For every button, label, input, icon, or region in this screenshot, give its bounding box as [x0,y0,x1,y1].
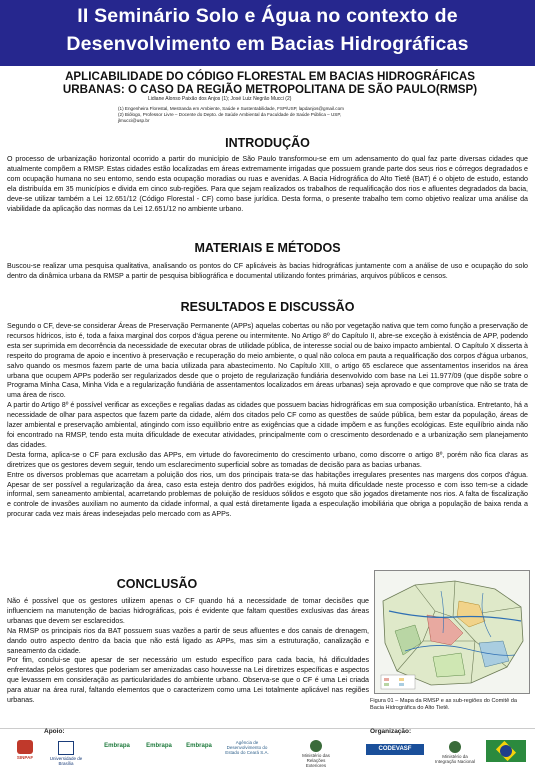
mi-logo [432,741,478,764]
embrapa-logo-2 [140,744,178,749]
paper-title-line-1: APLICABILIDADE DO CÓDIGO FLORESTAL EM BACIAS HIDROGRÁFICAS [65,70,475,83]
conclusion-text [7,597,369,706]
embrapa-logo-1 [98,744,136,749]
affiliation-1: (1) Engenheira Florestal, Mestranda em Ambiente, Saúde e Sustentabilidade, FSP/USP, lapdanjos@gmail.com [118,106,344,111]
paper-title-line-2: URBANAS: O CASO DA REGIÃO METROPOLITANA DE SÃO PAULO(RMSP) [62,83,478,96]
codevasf-logo-text: CODEVASF [378,746,412,752]
embrapa-logo-3-text: Embrapa [186,743,212,749]
mre-logo-text: Ministério das Relações Exteriores [302,753,330,768]
authors: Lidiane Alonso Paixão dos Anjos (1); José Luiz Negrão Mucci (2) [148,96,292,102]
unb-logo [46,741,86,766]
intro-heading: INTRODUÇÃO [225,136,310,150]
methods-text [7,262,528,282]
sinpaf-logo [8,740,42,760]
codevasf-logo [366,744,424,755]
conclusion-paragraph-1: Não é possível que os gestores utilizem apenas o CF quando há a necessidade de tomar decisões que influenciem na manutenção de bacias hidrográficas, pois é evidente que faltam questões exclusivas das áreas urbanas que devem ser esclarecidos. [7,597,369,625]
affiliation-2: (2) Biólogo, Professor Livre – Docente do Depto. de Saúde Ambiental da Faculdade de Saúde Pública – USP, [118,112,342,117]
embrapa-logo-2-text: Embrapa [146,743,172,749]
map-graphic [375,571,529,693]
conference-banner [0,0,535,66]
agencia-logo [222,740,272,755]
results-paragraph-3: Desta forma, aplica-se o CF para exclusão das APPs, em virtude do favorecimento do crescimento urbano, como discorre o artigo 8º, porém não fica claras as diretrizes que os gestores devem seguir, tendo um esclarecimento superficial sobre as tomadas de decisão para as bacias urbanas. [7,450,528,469]
banner-line-1: II Seminário Solo e Água no contexto de [77,5,458,27]
intro-text [7,155,528,214]
conclusion-paragraph-3: Por fim, conclui-se que apesar de ser necessário um estudo específico para cada bacia, há dificuldades enfrentadas pelos gestores que poderiam ser amenizadas caso houvesse na Lei diretrizes específicas e aspectos que levassem em consideração as particularidades do ambiente urbano. Observa-se que o CF é uma Lei criada para atuar na área rural, faltando elementos que o caracterizem como uma Lei totalmente aplicável nas regiões urbanas. [7,656,369,705]
rmsp-map-figure [374,570,530,694]
mi-logo-text: Ministério da Integração Nacional [434,754,476,764]
results-heading: RESULTADOS E DISCUSSÃO [180,300,355,314]
sinpaf-logo-text: SINPAF [16,755,34,760]
footer-divider [0,728,535,729]
intro-paragraph: O processo de urbanização horizontal ocorrido a partir do município de São Paulo transformou-se em um adensamento do qual faz parte diversas cidades que atualmente compõem a RMSP. Estas cidades estão localizadas em áreas extremamente irrigadas que possuem grande parte dos seus rios e córregos degradados e com ocupação humana no seu entorno, sendo esta ocupação moradias ou ruas e avenidas. A Bacia Hidrográfica do Alto Tietê (BAT) é o objeto de estudo, estando ela distribuída em 35 municípios e divida em cinco sub-regiões. Para que sejam realizados os trabalhos de requalificação dos rios e afluentes degradados da bacia, deve-se utilizar também a Lei 12.651/12 (Código Florestal - CF) como base jurídica. Desta forma, o presente trabalho tem como objetivo realizar uma análise da viabilidade da aplicação das normas da Lei 12.651/12 no ambiente urbano. [7,155,528,213]
conclusion-heading: CONCLUSÃO [116,577,198,591]
methods-heading: MATERIAIS E MÉTODOS [194,241,341,255]
organizacao-label: Organização: [370,728,412,735]
conclusion-paragraph-2: Na RMSP os principais rios da BAT possuem suas vazões a partir de seus afluentes e dos canais de drenagem, dando outro aspecto dentro da bacia que não está ligado as APPs, mas sim a estruturação, canalização e saneamento da cidade. [7,626,369,655]
methods-paragraph: Buscou-se realizar uma pesquisa qualitativa, analisando os pontos do CF aplicáveis às bacias hidrográficas juntamente com a análise de uso e ocupação do solo dentro da dinâmica urbana da RMSP a partir de pesquisa bibliográfica e documental utilizando fontes primárias, arquivos públicos e censos. [7,262,528,280]
results-paragraph-2: A partir do Artigo 8º é possível verificar as exceções e regalias dadas as cidades que possuem bacias hidrográficas em sua composição urbanística. Entretanto, há a necessidade de olhar para aspectos que fazem parte da cidade, além dos citados pelo CF como as questões de saúde pública, bem estar da população, áreas de lazer ambiental e preservação ambiental, atingindo com isso equilíbrio entre as exigências que a cidade impõem e as funções ecológicas. Este equilíbrio ainda não foi encontrado na RMSP, tendo esta muita dificuldade de executar atividades, principalmente com o crescimento desordenado e a urbanização sem planejamento das cidades. [7,401,528,449]
unb-logo-text: Universidade de Brasília [49,756,83,766]
agencia-logo-text: Agência de Desenvolvimento do Estado do Ceará S.A. [225,740,269,755]
results-text [7,322,528,520]
apoio-label: Apoio: [44,728,65,735]
flag-logo [486,740,528,764]
mre-logo [296,740,336,768]
affiliation-3: jlmucci@usp.br [118,118,150,123]
results-paragraph-1: Segundo o CF, deve-se considerar Áreas de Preservação Permanente (APPs) aquelas cobertas ou não por vegetação nativa que tem como função a preservação de recursos hídricos, isto é, toda a faixa marginal dos corpos d'água perene ou intermitente. No Artigo 8º do Capítulo II, abre-se exceção à existência de APP, podendo esta ser suprimida em decorrência da necessidade de executar obras de utilidade pública, de interesse social ou de baixo impacto ambiental. O Capítulo X disserta à respeito do programa de apoio e incentivo à preservação e recuperação do meio ambiente, o qual não coloca em pauta a requalificação dos corpos d'água urbanos, salvo quando os mesmos fazem parte de uma bacia utilizada para abastecimento. No Capítulo XIII, o artigo 65 esclarece que assentamentos inseridos na área urbana que ocupem APPs poderão ser regularizados desde que o projeto de regularização fundiária desenvolvido com base na Lei 11.977/09 (que dispõe sobre o Programa Minha Casa, Minha Vida e a regularização fundiária de assentamentos localizados em áreas urbanas) seja aprovado e que comprove que não se trata de uma área de risco. [7,322,528,400]
embrapa-logo-1-text: Embrapa [104,743,130,749]
banner-line-2: Desenvolvimento em Bacias Hidrográficas [66,33,469,55]
figure-caption: Figura 01 – Mapa da RMSP e as sub-regiões do Comitê da Bacia Hidrográfica do Alto Tietê. [370,698,517,711]
embrapa-logo-3 [180,744,218,749]
results-paragraph-4: Entre os diversos problemas que acarretam a poluição dos rios, um dos principais trata-se das habitações irregulares presentes nas margens dos corpos d'água. Apesar de ser possível a regularização da área, caso esta esteja dentro dos padrões exigidos, há muita dificuldade neste processo e com isso tem-se a cidade informal, sem saneamento ambiental, acarretando problemas de poluição de resíduos sólidos e esgoto que são jogados diretamente nos rios. A falta de fiscalização e controle de invasões auxiliam no aumento da cidade informal, a qual está diretamente ligada a especulação imobiliária que obriga a população de baixa renda a procurar cada vez mais áreas indesejadas pelo mercado com as APPs. [7,470,528,519]
